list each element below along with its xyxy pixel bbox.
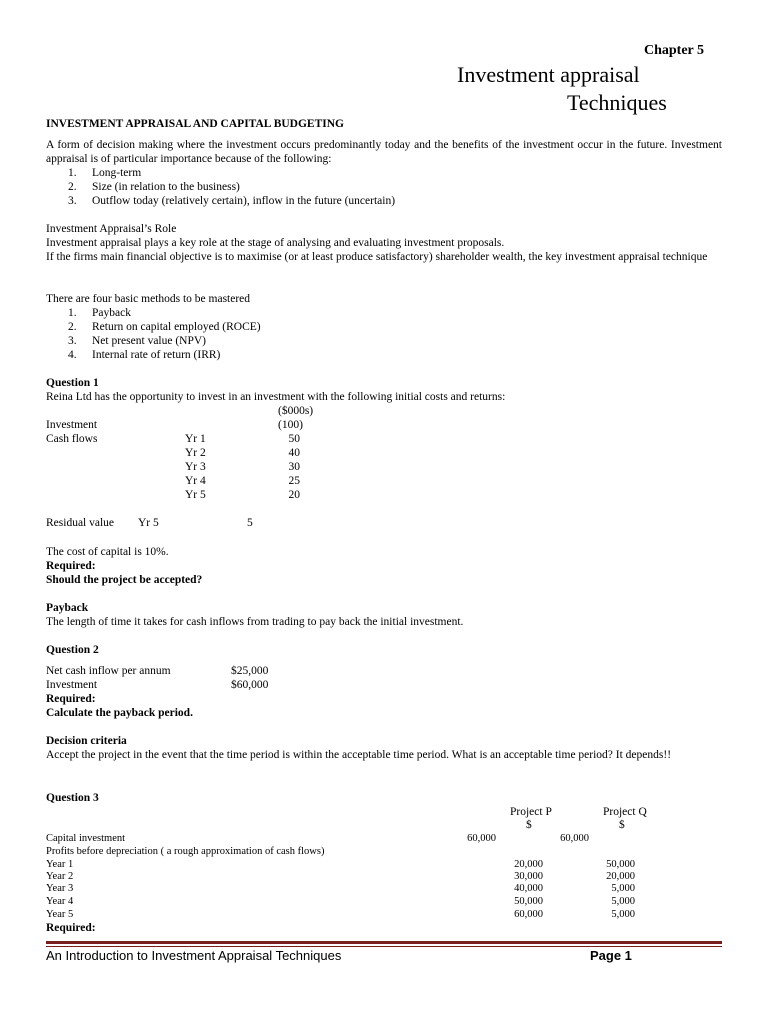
project-q-value: 5,000 xyxy=(611,896,635,907)
question-2-task: Calculate the payback period. xyxy=(46,707,193,719)
question-2-heading: Question 2 xyxy=(46,644,99,656)
required-label: Required: xyxy=(46,922,96,934)
payback-heading: Payback xyxy=(46,602,89,614)
importance-list xyxy=(46,166,722,208)
currency-p: $ xyxy=(526,819,532,831)
year-label: Yr 2 xyxy=(185,447,206,459)
residual-year: Yr 5 xyxy=(138,517,159,529)
question-1-heading: Question 1 xyxy=(46,377,99,389)
year-label: Year 5 xyxy=(46,909,74,920)
net-cash-inflow-label: Net cash inflow per annum xyxy=(46,665,171,677)
list-item: 1. Long-term xyxy=(68,167,142,179)
year-label: Year 2 xyxy=(46,871,74,882)
unit-label: ($000s) xyxy=(278,405,314,417)
project-q-value: 5,000 xyxy=(611,883,635,894)
footer-rule xyxy=(46,941,722,944)
year-label: Yr 4 xyxy=(185,475,206,487)
decision-text: Accept the project in the event that the time period is within the acceptable time period. What is an acceptable time period? It depends!! xyxy=(46,749,672,761)
year-label: Yr 3 xyxy=(185,461,206,473)
question-1-task: Should the project be accepted? xyxy=(46,574,203,586)
decision-heading: Decision criteria xyxy=(46,735,127,747)
role-heading: Investment Appraisal’s Role xyxy=(46,223,177,235)
question-3-heading: Question 3 xyxy=(46,792,99,804)
role-paragraph: If the firms main financial objective is to maximise (or at least produce satisfactory) shareholder wealth, the key investment appraisal technique xyxy=(46,251,708,263)
chapter-label: Chapter 5 xyxy=(644,43,705,58)
page-title-line1: Investment appraisal xyxy=(457,62,640,87)
investment-label: Investment xyxy=(46,419,98,431)
list-item: 2. Size (in relation to the business) xyxy=(68,181,240,193)
residual-value: 5 xyxy=(247,517,253,529)
investment-value: $60,000 xyxy=(231,679,269,691)
intro-paragraph: A form of decision making where the investment occurs predominantly today and the benefits of the investment occur in the future. Investment appraisal is of particular importance because of the following: xyxy=(46,139,722,165)
residual-label: Residual value xyxy=(46,517,115,529)
role-line: Investment appraisal plays a key role at the stage of analysing and evaluating investment proposals. xyxy=(46,237,505,249)
list-item: 3. Net present value (NPV) xyxy=(68,335,207,347)
year-value: 25 xyxy=(288,475,300,487)
project-p-value: 50,000 xyxy=(514,896,543,907)
profits-label: Profits before depreciation ( a rough approximation of cash flows) xyxy=(46,846,325,857)
required-label: Required: xyxy=(46,560,96,572)
column-project-q: Project Q xyxy=(603,806,647,818)
year-value: 30 xyxy=(288,461,300,473)
cash-flows-label: Cash flows xyxy=(46,433,98,445)
list-item: 3. Outflow today (relatively certain), inflow in the future (uncertain) xyxy=(68,195,396,207)
year-value: 40 xyxy=(288,447,300,459)
investment-value: (100) xyxy=(278,419,303,431)
list-item: 2. Return on capital employed (ROCE) xyxy=(68,321,261,333)
net-cash-inflow-value: $25,000 xyxy=(231,665,269,677)
footer-title: An Introduction to Investment Appraisal Techniques xyxy=(46,948,342,963)
list-item: 4. Internal rate of return (IRR) xyxy=(68,349,221,361)
project-q-value: 5,000 xyxy=(611,909,635,920)
section-heading: INVESTMENT APPRAISAL AND CAPITAL BUDGETING xyxy=(46,118,344,130)
year-value: 20 xyxy=(288,489,300,501)
page-number: Page 1 xyxy=(590,948,632,963)
year-value: 50 xyxy=(288,433,300,445)
year-label: Year 1 xyxy=(46,859,74,870)
page-title-line2: Techniques xyxy=(567,90,667,115)
methods-list xyxy=(46,306,722,362)
column-project-p: Project P xyxy=(510,806,552,818)
project-p-value: 30,000 xyxy=(514,871,543,882)
required-label: Required: xyxy=(46,693,96,705)
list-item: 1. Payback xyxy=(68,307,131,319)
currency-q: $ xyxy=(619,819,625,831)
capital-p: 60,000 xyxy=(467,833,496,844)
question-1-intro: Reina Ltd has the opportunity to invest in an investment with the following initial costs and returns: xyxy=(46,391,506,403)
year-label: Year 3 xyxy=(46,883,74,894)
year-label: Yr 5 xyxy=(185,489,206,501)
project-p-value: 20,000 xyxy=(514,859,543,870)
project-q-value: 20,000 xyxy=(606,871,635,882)
capital-investment-label: Capital investment xyxy=(46,833,126,844)
footer-rule-thin xyxy=(46,946,722,947)
project-p-value: 40,000 xyxy=(514,883,543,894)
capital-q: 60,000 xyxy=(560,833,589,844)
year-label: Year 4 xyxy=(46,896,74,907)
methods-intro: There are four basic methods to be mastered xyxy=(46,293,251,305)
year-label: Yr 1 xyxy=(185,433,206,445)
payback-definition: The length of time it takes for cash inflows from trading to pay back the initial investment. xyxy=(46,616,464,628)
project-p-value: 60,000 xyxy=(514,909,543,920)
cost-of-capital: The cost of capital is 10%. xyxy=(46,546,169,558)
investment-label: Investment xyxy=(46,679,98,691)
project-q-value: 50,000 xyxy=(606,859,635,870)
